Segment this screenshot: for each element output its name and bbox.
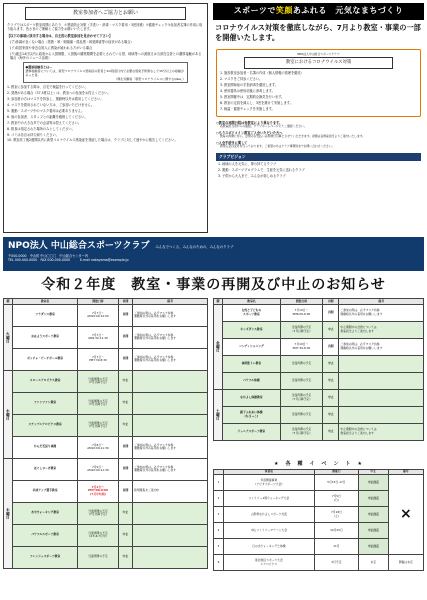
class-name: 女性と子どもの スポーツ教室 <box>223 304 281 321</box>
event-date: 11月 <box>314 539 358 555</box>
class-schedule: 当面再開の予定 (7月以降予定) <box>78 370 119 392</box>
class-name: おはようスポーツ教室 <box>13 326 78 348</box>
class-status: 中止 <box>323 389 339 406</box>
rule-item: 10. 教室終了後2週間以内に新型コロナウイルス感染症を発症した場合は、クラブに対して速やかに報告してください。 <box>7 138 178 143</box>
table-row <box>4 524 208 546</box>
class-name: からだ若返り体操 <box>13 436 78 458</box>
measure-item: 3. 教室開始前の手指消毒を徹底します。 <box>220 83 278 88</box>
org-label: NPO法人中山総合スポーツクラブ <box>297 51 340 56</box>
slogan-banner <box>213 3 424 20</box>
class-note <box>339 389 424 406</box>
class-schedule: 当面再開の予定 <box>280 406 322 423</box>
table-row <box>214 355 424 372</box>
class-note <box>133 546 208 568</box>
class-note <box>133 392 208 414</box>
notice-item: (ウ)過去14日以内に政府から入国制限、入国後の観察期間を必要とされている国、地域等への渡航又は当該在住者との濃厚接触がある場合（海外のニュース参照） <box>10 51 202 60</box>
class-note: ご参加の際は、必ずマスク持参 運動時以外の着用をお願いします <box>133 326 208 348</box>
notice-rules <box>7 85 204 142</box>
info-note <box>216 131 421 139</box>
table-row <box>4 326 208 348</box>
rule-item: 7. 教室中の大きな声での会話等は控えてください。 <box>7 120 82 125</box>
column-header: 開始日時 <box>280 299 322 305</box>
event-status: 中止決定 <box>359 523 389 539</box>
info-note-head: ○入会手続きに関して <box>216 140 248 145</box>
event-date: 7月5日 (日) <box>314 491 358 507</box>
info-note <box>216 121 421 129</box>
class-name: ボッチャ・ビーチボール教室 <box>13 348 78 370</box>
event-name: 中山ファミリーマラソン大会 <box>223 523 314 539</box>
class-name: 体幹筋トレ教室 <box>223 355 281 372</box>
day-label: 金曜日 <box>214 304 223 389</box>
info-note-head: ○もりスポドメイン教室ご入会いただいた方へ <box>216 130 283 135</box>
event-date: 2月予定 <box>314 555 358 571</box>
event-number: 3 <box>214 507 224 523</box>
events-table <box>213 469 424 572</box>
class-status: 中止 <box>118 502 132 524</box>
class-status: 中止 <box>118 370 132 392</box>
class-name: キッズダンス教室 <box>223 321 281 338</box>
measure-item: 6. 教室の定員を減らし、3密を避けて実施します。 <box>220 100 293 105</box>
table-row <box>214 338 424 355</box>
table-row <box>4 546 208 568</box>
table-row <box>214 372 424 389</box>
slogan-part-a: スポーツで <box>233 6 276 15</box>
measure-item: 4. 使用器具は使用前後に消毒します。 <box>220 89 275 94</box>
events-panel <box>213 460 424 596</box>
day-label: 火曜日 <box>4 304 13 370</box>
class-note <box>133 502 208 524</box>
class-note <box>133 414 208 436</box>
day-label: 水曜日 <box>4 370 13 458</box>
info-note-body: 各教室担当者からの連絡、クラブホームページにてご確認ください。 <box>220 124 307 129</box>
cancelled-mark: × <box>399 506 412 523</box>
main-title: 令和２年度 教室・事業の再開及び中止のお知らせ <box>41 277 386 293</box>
events-column-header: 備考 <box>388 469 423 475</box>
events-title: ★ 各 種 イ ベ ン ト ★ <box>274 461 363 467</box>
club-phone: TEL 000-000-0000 FAX 000-000-0000 <box>8 258 71 263</box>
class-status: 再開 <box>323 338 339 355</box>
rule-item: 4. マスクを着用されていない方は、ご参加いただけません。 <box>7 103 95 108</box>
class-note: ご参加の際は、必ずマスク持参 運動時以外の着用をお願いします <box>133 458 208 480</box>
class-name: ほぐしヨーガ教室 <box>13 458 78 480</box>
class-schedule: 当面再開の予定 (7月以降予定) <box>280 321 322 338</box>
column-header: 曜 <box>214 299 223 305</box>
class-status: 中止 <box>323 372 339 389</box>
class-note: 新規募集をご案内中 <box>133 480 208 502</box>
contact-note-source: （厚生労働省「新型コロナウイルスに関するQ&A」） <box>114 76 186 81</box>
rule-item: 5. 運動・スポーツ中のマスク着用は必要ありません。 <box>7 108 85 113</box>
class-name: ファンファン教室 <box>13 392 78 414</box>
table-row <box>4 502 208 524</box>
notice-list-head: 【以下の事項に該当する場合は、自主的に教室参加を見合わせて下さい】 <box>7 34 113 39</box>
info-note-head: ○教室の再開日程は各教室により異なります。 <box>216 120 283 125</box>
column-header: 再開 <box>118 299 132 305</box>
club-policy-list <box>213 161 424 181</box>
table-row <box>214 304 424 321</box>
class-schedule: 当面再開の予定 <box>280 355 322 372</box>
class-schedule: 7月2日～ PM7:00-9:00 (7月中旬頃) <box>78 480 119 502</box>
class-schedule: 当面再開の予定 (7月以降予定) <box>280 423 322 440</box>
rule-item: 2. 発熱がある場合（37.5度以上）は、教室への参加をお控えください。 <box>7 91 111 96</box>
event-status: 中止決定 <box>359 539 389 555</box>
policy-item: 2. 運動・スポーツプログラムで、生涯を元気に送れるクラブ <box>218 167 305 172</box>
table-row <box>4 458 208 480</box>
event-number: 1 <box>214 475 224 491</box>
announcement-panel <box>213 3 424 233</box>
notice-item: (ア)体調が良くない場合（発熱・咳・咽頭痛・倦怠感・味覚障害等の症状がある場合） <box>10 39 134 44</box>
events-column-header: 中止 <box>359 469 389 475</box>
class-schedule: 7月10日～ PM6:00-8:00 <box>280 304 322 321</box>
day-label: 土曜日 <box>214 389 223 440</box>
schedule-table-right <box>213 298 424 456</box>
class-name: 水中ウォーキング教室 <box>13 502 78 524</box>
class-schedule: 当面再開の予定 (7月以降予定) <box>78 414 119 436</box>
table-row <box>4 414 208 436</box>
info-notes <box>213 119 424 153</box>
contact-note-body: 濃厚接触者については、新型コロナウイルス感染症の患者と1m程度以内で必要な感染予防策なしで15分以上の接触があった者。 <box>25 68 184 77</box>
notice-items <box>10 40 204 60</box>
table-row <box>214 389 424 406</box>
class-status: 再開 <box>118 326 132 348</box>
class-note: ご参加の際は、必ずマスク持参 運動時以外の着用をお願いします <box>133 436 208 458</box>
event-status: 未定 <box>359 555 389 571</box>
class-schedule: 7月7日～ AM10:00-12:00 <box>78 304 119 326</box>
measure-item: 2. マスクをご持参ください。 <box>220 77 263 82</box>
column-header: 備考 <box>133 299 208 305</box>
day-label: 木曜日 <box>4 458 13 568</box>
class-schedule: 当面再開の予定 (4.5.6.7月中) <box>78 524 119 546</box>
class-name: パワフルスポーツ教室 <box>13 524 78 546</box>
table-row <box>214 406 424 423</box>
event-status: 中止決定 <box>359 507 389 523</box>
table-row <box>4 392 208 414</box>
class-note: ご参加の際は、必ずマスク持参 運動時以外の着用をお願いします <box>133 304 208 326</box>
measures-title: 教室におけるコロナウイルス対策 <box>244 57 393 69</box>
club-name: NPO法人 中山総合スポーツクラブ <box>8 241 150 251</box>
class-status: 中止 <box>118 392 132 414</box>
class-status: 中止 <box>323 406 339 423</box>
event-note: 開催は未定 <box>388 555 423 571</box>
column-header: 開始日時 <box>78 299 119 305</box>
table-row <box>4 348 208 370</box>
club-policy-head: クラブビジョン <box>216 153 421 161</box>
class-note: 中止期間中の会費については 教室担当よりご案内します <box>339 321 424 338</box>
lead-text: コロナウイルス対策を徹底しながら、7月より教室・事業の一部を開催いたします。 <box>215 22 421 43</box>
column-header: 再開 <box>323 299 339 305</box>
event-name: 東北地区スポーツ大会 エアロビクス <box>223 555 314 571</box>
policy-item: 3. 子供から大人まで、みんなが楽しめるクラブ <box>218 173 286 178</box>
class-name: 卓球アップ選手教室 <box>13 480 78 502</box>
club-tagline: みんなでつくる、みんなのための、みんなのクラブ <box>155 245 234 249</box>
class-status: 再開 <box>323 304 339 321</box>
column-header: 教室名 <box>223 299 281 305</box>
event-date: 5月15日-17日 <box>314 475 358 491</box>
class-status: 中止 <box>118 524 132 546</box>
rule-item: 8. 飲食は指定された場所のみとしてください。 <box>7 126 75 131</box>
info-note-body: 新規入会は受付を行っております。ご希望の方はクラブ事務局までお問い合わせください。 <box>220 144 335 149</box>
event-row <box>214 555 424 571</box>
class-status: 再開 <box>118 458 132 480</box>
column-header: 曜 <box>4 299 13 305</box>
right-table <box>213 298 424 441</box>
class-name: スローエアロビクス教室 <box>13 370 78 392</box>
class-status: 中止 <box>323 355 339 372</box>
event-number: 4 <box>214 523 224 539</box>
table-row <box>4 370 208 392</box>
column-header: 備考 <box>339 299 424 305</box>
event-number: 5 <box>214 539 224 555</box>
class-name: フレッシュスポーツ教室 <box>13 546 78 568</box>
notice-panel <box>3 3 208 233</box>
measures-box <box>216 49 421 117</box>
table-row <box>214 321 424 338</box>
table-row <box>214 423 424 440</box>
class-note <box>133 370 208 392</box>
measures-list <box>220 71 417 111</box>
event-note <box>388 475 423 555</box>
info-note-body: 教室の再開に伴い、会費のお支払いは再開日以降とさせていただきます。詳細は各教室担当よりご案内いたします。 <box>220 134 365 139</box>
contact-note-head: ●濃厚接触者とは… <box>25 64 53 69</box>
class-name: なかよし体操教室 <box>223 389 281 406</box>
event-date: 7月18日 (土) <box>314 507 358 523</box>
class-name: コンディショニング <box>223 338 281 355</box>
measure-item: 7. 検温・健康チェックを実施します。 <box>220 106 275 111</box>
rule-item: 9. ゴミは各自お持ち帰りください。 <box>7 132 59 137</box>
measure-item: 5. 教室開催中は、定期的な換気を行います。 <box>220 95 285 99</box>
class-status: 中止 <box>118 546 132 568</box>
event-name: 日の出ウォーキングと体操 <box>223 539 314 555</box>
class-note: ご参加の際は、必ずマスク持参 運動時以外の着用をお願いします <box>339 304 424 321</box>
class-note <box>339 372 424 389</box>
rule-item: 1. 教室に参加する際は、自宅で検温を行ってください。 <box>7 85 88 90</box>
left-table <box>3 298 208 569</box>
table-row <box>4 436 208 458</box>
rule-item: 3. 参加者の方はマスクを持参し、運動時以外は着用してください。 <box>7 97 104 102</box>
notice-item: (イ)同居家族や身近な知人に感染が疑われる方がいる場合 <box>10 45 93 50</box>
class-schedule: 7月9日～ AM10:00-11:30 <box>78 458 119 480</box>
class-status: 中止 <box>323 423 339 440</box>
table-row <box>4 304 208 326</box>
notice-intro: クラブではスポーツ教室再開にあたり、①感染防止対策（手洗い・消毒・マスク着用・3密回避）②健康チェック③参加者名簿の作成に取り組みます。皆さまのご理解とご協力をお願いいたします。 <box>7 22 203 32</box>
class-note <box>133 524 208 546</box>
schedule-table-left <box>3 298 208 596</box>
event-name: ファミリー1周ウォーキング大会 <box>223 491 314 507</box>
event-status: 中止決定 <box>359 491 389 507</box>
club-email: E-mail nakayama@example.jp <box>80 258 129 263</box>
class-note <box>339 406 424 423</box>
slogan-highlight: 笑顔 <box>275 6 293 15</box>
class-status: 中止 <box>118 414 132 436</box>
class-schedule: 当面再開の予定 <box>78 546 119 568</box>
event-status: 中止決定 <box>359 475 389 491</box>
policy-item: 1. 地域の人を元気に、夢の持てるクラブ <box>218 162 277 167</box>
class-status: 再開 <box>118 348 132 370</box>
rule-item: 6. 他の参加者、スタッフとの距離を確保してください。 <box>7 114 88 119</box>
event-date: 10月25日 <box>314 523 358 539</box>
class-name: フラダンス教室 <box>13 304 78 326</box>
class-status: 再開 <box>118 436 132 458</box>
club-address: 〒000-0000 中山町 中山〇〇〇 中山総合センター内 <box>8 254 88 259</box>
class-name: ステップエアロビクス教室 <box>13 414 78 436</box>
class-schedule: 当面再開の予定 (7月以降予定) <box>280 389 322 406</box>
class-schedule: 当面再開の予定 <box>280 372 322 389</box>
events-column-header: 開催日 <box>314 469 358 475</box>
slogan-part-b: あふれる 元気なまちづくり <box>292 6 404 15</box>
event-number: 6 <box>214 555 224 571</box>
event-number: 2 <box>214 491 224 507</box>
class-note: ご参加の際は、必ずマスク持参 運動時以外の着用をお願いします <box>133 348 208 370</box>
events-column-header: 事業名 <box>223 469 314 475</box>
measure-item: 1. 施設教室参加者・名簿の作成（個人情報の管理を徹底） <box>220 71 304 76</box>
class-status: 再開 <box>118 480 132 502</box>
class-schedule: 当面再開の予定 (7月以降予定) <box>78 392 119 414</box>
class-note: ご参加の際は、必ずマスク持参 運動時以外の着用をお願いします <box>339 338 424 355</box>
class-schedule: 7月7日～ PM7:30-8:30 <box>78 348 119 370</box>
class-status: 中止 <box>323 321 339 338</box>
info-note <box>216 141 421 149</box>
class-schedule: 当面再開の予定 (7月以降予定) <box>78 502 119 524</box>
class-schedule: 7月10日～ PM7:30-8:30 <box>280 338 322 355</box>
event-name: 山形県なかよしスポーツ交流 <box>223 507 314 523</box>
event-name: 年度開催事業 (アピタスポーツ大会) <box>223 475 314 491</box>
table-row <box>4 480 208 502</box>
class-schedule: 7月8日～ AM10:00-11:30 <box>78 436 119 458</box>
club-footer <box>3 237 424 271</box>
class-name: パワフル体操 <box>223 372 281 389</box>
class-schedule: 7月7日～ AM9:30-11:30 <box>78 326 119 348</box>
class-name: 親子ふれあい体操 (ちびっこ) <box>223 406 281 423</box>
event-row <box>214 475 424 491</box>
class-name: ジュニアスポーツ教室 <box>223 423 281 440</box>
contact-note <box>23 62 188 83</box>
notice-title: 教室参加者へご協力とお願い <box>25 7 186 20</box>
class-status: 再開 <box>118 304 132 326</box>
class-note <box>339 355 424 372</box>
class-note: 中止期間中の会費については 教室担当よりご案内します <box>339 423 424 440</box>
column-header: 教室名 <box>13 299 78 305</box>
